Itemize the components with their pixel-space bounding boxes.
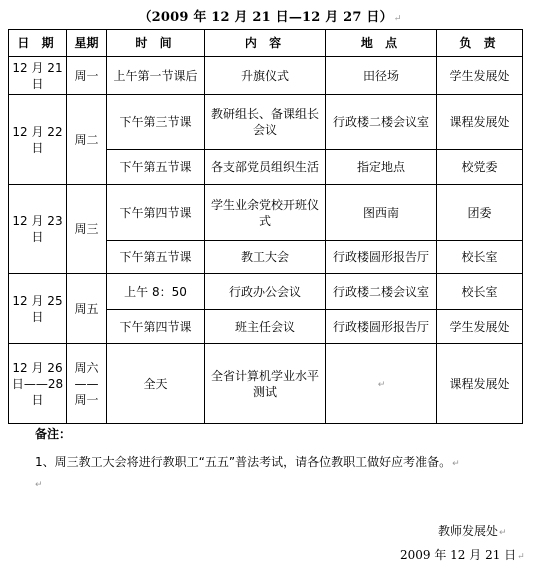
- owner-cell: 课程发展处: [437, 344, 523, 424]
- time-cell: 下午第四节课: [107, 185, 205, 241]
- time-cell: 下午第五节课: [107, 150, 205, 185]
- content-cell: 教研组长、备课组长会议: [205, 95, 326, 150]
- note-item: 1、周三教工大会将进行教职工“五五”普法考试，请各位教职工做好应考准备。↵: [35, 455, 460, 469]
- place-cell: 行政楼圆形报告厅: [326, 310, 437, 344]
- table-header-row: [9, 30, 523, 57]
- weekday-cell: 周二: [67, 95, 107, 185]
- content-cell: 行政办公会议: [205, 274, 326, 310]
- table-row: [9, 57, 523, 95]
- owner-cell: 校长室: [437, 274, 523, 310]
- signature: 教师发展处↵: [438, 524, 507, 538]
- date-cell: 12 月 21 日: [9, 57, 67, 95]
- date-cell: 12 月 23 日: [9, 185, 67, 274]
- time-cell: 上午 8：50: [107, 274, 205, 310]
- table-row: [9, 344, 523, 424]
- table-row: [9, 95, 523, 150]
- time-cell: 全天: [107, 344, 205, 424]
- date-cell: 12 月 25 日: [9, 274, 67, 344]
- weekday-cell: 周一: [67, 57, 107, 95]
- content-cell: 全省计算机学业水平测试: [205, 344, 326, 424]
- weekday-cell: 周三: [67, 185, 107, 274]
- page-title: （2009 年 12 月 21 日—12 月 27 日）↵: [138, 10, 402, 25]
- weekday-cell: 周六——周一: [67, 344, 107, 424]
- time-cell: 下午第五节课: [107, 241, 205, 274]
- place-cell: 行政楼二楼会议室: [326, 95, 437, 150]
- content-cell: 升旗仪式: [205, 57, 326, 95]
- header-time: 时 间: [107, 30, 205, 57]
- content-cell: 教工大会: [205, 241, 326, 274]
- content-cell: 班主任会议: [205, 310, 326, 344]
- time-cell: 下午第四节课: [107, 310, 205, 344]
- owner-cell: 校长室: [437, 241, 523, 274]
- header-date: 日 期: [9, 30, 67, 57]
- place-cell: ↵: [326, 344, 437, 424]
- time-cell: 上午第一节课后: [107, 57, 205, 95]
- place-cell: 田径场: [326, 57, 437, 95]
- weekday-cell: 周五: [67, 274, 107, 344]
- table-row: [9, 185, 523, 241]
- header-place: 地 点: [326, 30, 437, 57]
- notes-title: 备注：: [35, 427, 72, 441]
- content-cell: 学生业余党校开班仪式: [205, 185, 326, 241]
- date-cell: 12 月 22 日: [9, 95, 67, 185]
- owner-cell: 学生发展处: [437, 310, 523, 344]
- place-cell: 行政楼二楼会议室: [326, 274, 437, 310]
- table-row: [9, 274, 523, 310]
- place-cell: 行政楼圆形报告厅: [326, 241, 437, 274]
- owner-cell: 校党委: [437, 150, 523, 185]
- header-content: 内 容: [205, 30, 326, 57]
- header-owner: 负 责: [437, 30, 523, 57]
- owner-cell: 课程发展处: [437, 95, 523, 150]
- paragraph-mark: ↵: [35, 480, 43, 490]
- place-cell: 图西南: [326, 185, 437, 241]
- sign-date: 2009 年 12 月 21 日↵: [400, 548, 525, 562]
- time-cell: 下午第三节课: [107, 95, 205, 150]
- date-cell: 12 月 26 日——28 日: [9, 344, 67, 424]
- owner-cell: 学生发展处: [437, 57, 523, 95]
- owner-cell: 团委: [437, 185, 523, 241]
- schedule-table: [8, 29, 523, 424]
- header-weekday: 星期: [67, 30, 107, 57]
- content-cell: 各支部党员组织生活: [205, 150, 326, 185]
- place-cell: 指定地点: [326, 150, 437, 185]
